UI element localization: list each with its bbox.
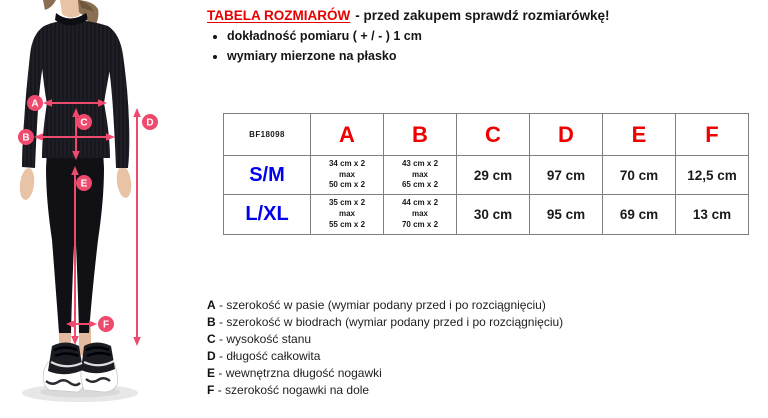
legend-item-a (207, 297, 563, 314)
table-row-lxl (224, 195, 749, 235)
measure-label-e-text: E (80, 178, 88, 190)
measurement-notes (209, 29, 422, 69)
legend-text-a: - szerokość w pasie (wymiar podany przed i po rozciągnięciu) (219, 298, 546, 312)
measure-label-a (27, 95, 43, 111)
sm-b-line2: max (411, 169, 428, 179)
col-header-e: E (603, 114, 676, 156)
measure-label-c-text: C (80, 117, 88, 129)
sm-value-d: 97 cm (530, 156, 603, 195)
size-table (223, 113, 749, 235)
sm-value-b (384, 156, 457, 195)
legend-key-d: D (207, 349, 216, 363)
model-photo (0, 0, 200, 413)
measure-label-d (142, 114, 158, 130)
lxl-b-line3: 70 cm x 2 (401, 219, 439, 229)
sm-value-f: 12,5 cm (676, 156, 749, 195)
col-header-c: C (457, 114, 530, 156)
page-title (207, 8, 610, 23)
legend-item-c (207, 331, 563, 348)
note-accuracy: • dokładność pomiaru ( + / - ) 1 cm (227, 29, 422, 44)
sm-value-c: 29 cm (457, 156, 530, 195)
measure-label-f-text: F (102, 319, 110, 331)
sm-a-line2: max (338, 169, 355, 179)
col-header-d: D (530, 114, 603, 156)
legend-key-c: C (207, 332, 216, 346)
lxl-value-e: 69 cm (603, 195, 676, 235)
lxl-a-line2: max (338, 209, 355, 219)
measurement-legend (207, 297, 563, 399)
table-row-sm (224, 156, 749, 195)
lxl-a-line3: 55 cm x 2 (328, 219, 366, 229)
col-header-b: B (384, 114, 457, 156)
sm-b-line3: 65 cm x 2 (401, 180, 439, 190)
note-flat-measure: • wymiary mierzone na płasko (227, 49, 422, 64)
measure-label-e (76, 175, 92, 191)
measure-label-d-text: D (146, 117, 154, 129)
legend-key-f: F (207, 383, 215, 397)
measure-label-f (98, 316, 114, 332)
col-header-a: A (311, 114, 384, 156)
legend-item-b (207, 314, 563, 331)
measure-arrow-d (133, 108, 141, 346)
lxl-value-b (384, 195, 457, 235)
measure-label-a-text: A (31, 98, 39, 110)
page-title-highlight: TABELA ROZMIARÓW (207, 8, 351, 23)
sm-a-line1: 34 cm x 2 (328, 158, 366, 168)
size-label-sm: S/M (224, 156, 311, 195)
legend-key-e: E (207, 366, 216, 380)
legend-text-c: - wysokość stanu (219, 332, 312, 346)
legend-text-e: - wewnętrzna długość nogawki (218, 366, 382, 380)
legend-text-b: - szerokość w biodrach (wymiar podany przed i po rozciągnięciu) (219, 315, 564, 329)
lxl-value-c: 30 cm (457, 195, 530, 235)
size-table-header-row (224, 114, 749, 156)
sm-b-line1: 43 cm x 2 (401, 158, 439, 168)
lxl-value-a (311, 195, 384, 235)
lxl-b-line1: 44 cm x 2 (401, 198, 439, 208)
sm-value-a (311, 156, 384, 195)
legend-item-d (207, 348, 563, 365)
product-code: BF18098 (224, 114, 311, 156)
page-title-rest: - przed zakupem sprawdź rozmiarówkę! (355, 8, 610, 23)
legend-text-d: - długość całkowita (219, 349, 321, 363)
model-measurement-figure (0, 0, 200, 413)
lxl-b-line2: max (411, 209, 428, 219)
sm-a-line3: 50 cm x 2 (328, 180, 366, 190)
legend-item-e (207, 365, 563, 382)
legend-text-f: - szerokość nogawki na dole (217, 383, 370, 397)
lxl-value-f: 13 cm (676, 195, 749, 235)
sm-value-e: 70 cm (603, 156, 676, 195)
measure-label-c (76, 114, 92, 130)
measure-label-b (18, 129, 34, 145)
legend-key-a: A (207, 298, 216, 312)
col-header-f: F (676, 114, 749, 156)
legend-item-f (207, 382, 563, 399)
legend-key-b: B (207, 315, 216, 329)
lxl-value-d: 95 cm (530, 195, 603, 235)
size-label-lxl: L/XL (224, 195, 311, 235)
measure-label-b-text: B (22, 132, 30, 144)
lxl-a-line1: 35 cm x 2 (328, 198, 366, 208)
